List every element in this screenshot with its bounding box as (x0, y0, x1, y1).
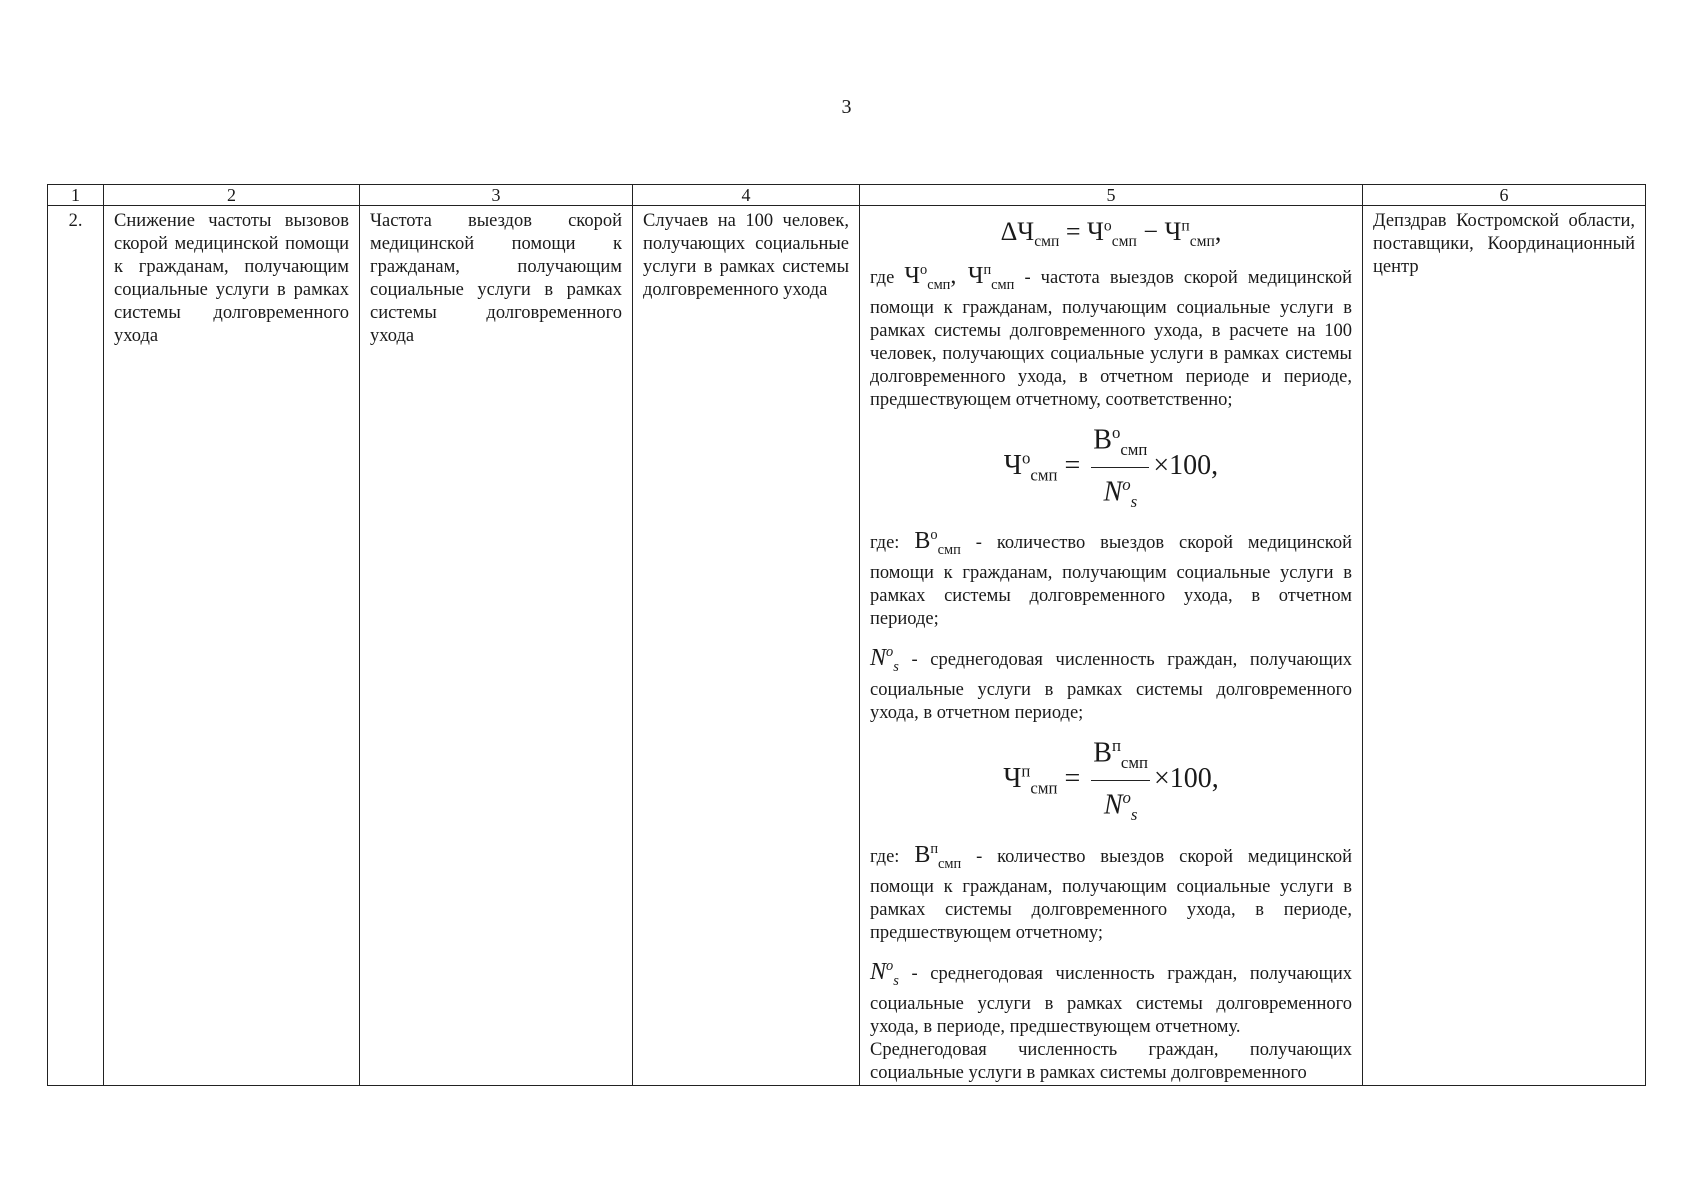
ns-2-text: - среднегодовая численность граждан, получающих социальные услуги в рамках системы долговременного ухода, в периоде, предшествующем отчетному. (870, 963, 1352, 1037)
formula-current: $Ч^о_{смп}$ = $\frac{В^о_{смп}}{N^o_s}$ ×100, (870, 416, 1352, 519)
tail-text: Среднегодовая численность граждан, получающих социальные услуги в рамках системы долговременного (870, 1039, 1352, 1083)
indicator-table (47, 184, 1646, 1086)
ns-2-var: $N^o_s$ (870, 957, 899, 989)
where-1-vars: $Ч^о_{смп}$, $Ч^п_{смп}$ (904, 261, 1015, 293)
ns-1-var: $N^o_s$ (870, 644, 899, 676)
formula-previous: $Ч^п_{смп}$ = $\frac{В^п_{смп}}{N^o_s}$ ×100, (870, 729, 1352, 832)
header-cell-5: 5 (860, 185, 1363, 206)
ns-block-2 (870, 955, 1352, 1039)
where-1-prefix: где (870, 267, 895, 288)
where-2-text: - количество выездов скорой медицинской помощи к гражданам, получающим социальные услуги в рамках системы долговременного ухода, в отчетном периоде; (870, 533, 1353, 630)
indicator-unit: Случаев на 100 человек, получающих социальные услуги в рамках системы долговременного ухода (633, 206, 860, 1086)
formula-delta (870, 214, 1352, 253)
where-block-3 (870, 838, 1352, 945)
where-2-var: $В^о_{смп}$ (914, 527, 961, 559)
table-row (48, 206, 1646, 1086)
row-number: 2. (48, 206, 104, 1086)
where-3-text: - количество выездов скорой медицинской помощи к гражданам, получающим социальные услуги в рамках системы долговременного ухода, в периоде, предшествующем отчетному; (870, 846, 1353, 943)
header-cell-6: 6 (1363, 185, 1646, 206)
fraction-current: $\frac{В^о_{смп}}{N^o_s}$ (1091, 416, 1149, 519)
where-3-prefix: где: (870, 846, 900, 867)
indicator-name: Частота выездов скорой медицинской помощи к гражданам, получающим социальные услуги в рамках системы долговременного ухода (360, 206, 633, 1086)
where-block-1 (870, 259, 1352, 412)
ns-1-text: - среднегодовая численность граждан, получающих социальные услуги в рамках системы долговременного ухода, в отчетном периоде; (870, 650, 1352, 724)
header-cell-1: 1 (48, 185, 104, 206)
formula-delta-text: $\Delta Ч_{смп} = Ч^о_{смп} - Ч^п_{смп}$, (1000, 216, 1222, 250)
calculation-method (860, 206, 1363, 1086)
fraction-previous: $\frac{В^п_{смп}}{N^o_s}$ (1091, 729, 1150, 832)
where-2-prefix: где: (870, 533, 900, 554)
page-number: 3 (841, 96, 852, 118)
header-cell-4: 4 (633, 185, 860, 206)
responsible-parties: Депздрав Костромской области, поставщики, Координационный центр (1363, 206, 1646, 1086)
indicator-goal: Снижение частоты вызовов скорой медицинской помощи к гражданам, получающим социальные услуги в рамках системы долговременного ухода (104, 206, 360, 1086)
header-cell-2: 2 (104, 185, 360, 206)
ns-block-1 (870, 641, 1352, 725)
header-row (48, 185, 1646, 206)
where-1-text: - частота выездов скорой медицинской помощи к гражданам, получающим социальные услуги в рамках системы долговременного ухода, в расчете на 100 человек, получающих социальные услуги в рамках системы долговременного ухода, в отчетном периоде и периоде, предшествующем отчетному, соответственно; (870, 267, 1352, 410)
where-block-2 (870, 524, 1352, 631)
where-3-var: $В^п_{смп}$ (914, 840, 962, 872)
header-cell-3: 3 (360, 185, 633, 206)
